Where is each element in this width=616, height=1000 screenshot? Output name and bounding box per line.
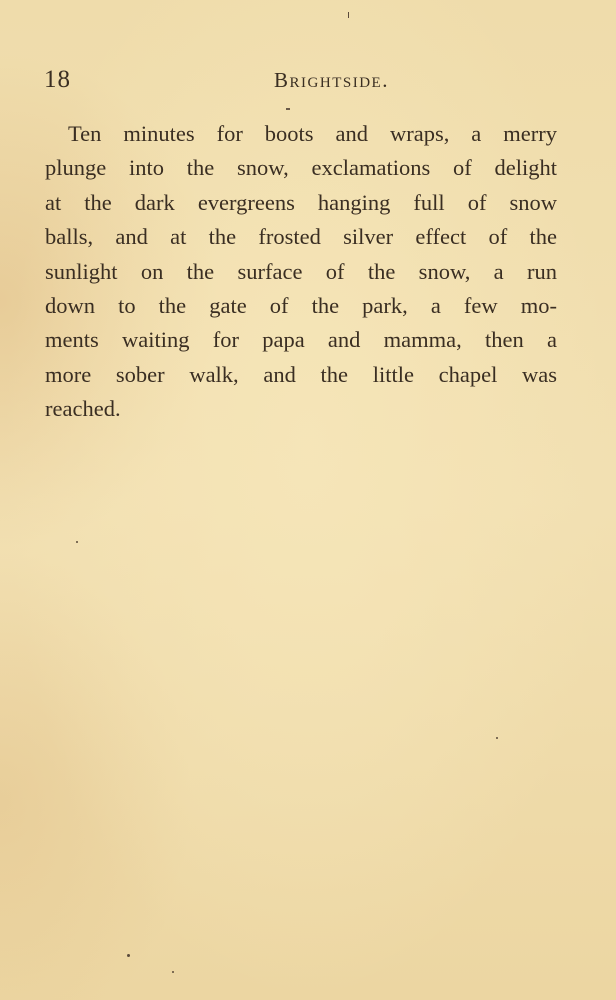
text-line: plunge into the snow, exclamations of delight	[45, 155, 557, 181]
body-paragraph	[45, 117, 557, 427]
text-line: at the dark evergreens hanging full of snow	[45, 189, 557, 215]
running-head: Brightside.	[274, 68, 389, 92]
text-line: balls, and at the frosted silver effect of the	[45, 224, 557, 250]
paper-speck	[496, 737, 498, 739]
paper-speck	[76, 541, 78, 543]
paper-speck	[348, 12, 349, 18]
text-line: sunlight on the surface of the snow, a run	[45, 258, 557, 284]
text-line: ments waiting for papa and mamma, then a	[45, 327, 557, 353]
paper-speck	[127, 954, 130, 957]
page-header	[44, 66, 559, 100]
text-line: reached.	[45, 396, 121, 422]
page-number: 18	[44, 66, 71, 93]
text-line: more sober walk, and the little chapel was	[45, 361, 557, 387]
text-line: down to the gate of the park, a few mo-	[45, 292, 557, 318]
text-line: Ten minutes for boots and wraps, a merry	[68, 121, 557, 146]
printer-mark	[286, 108, 290, 110]
paper-speck	[172, 971, 174, 973]
